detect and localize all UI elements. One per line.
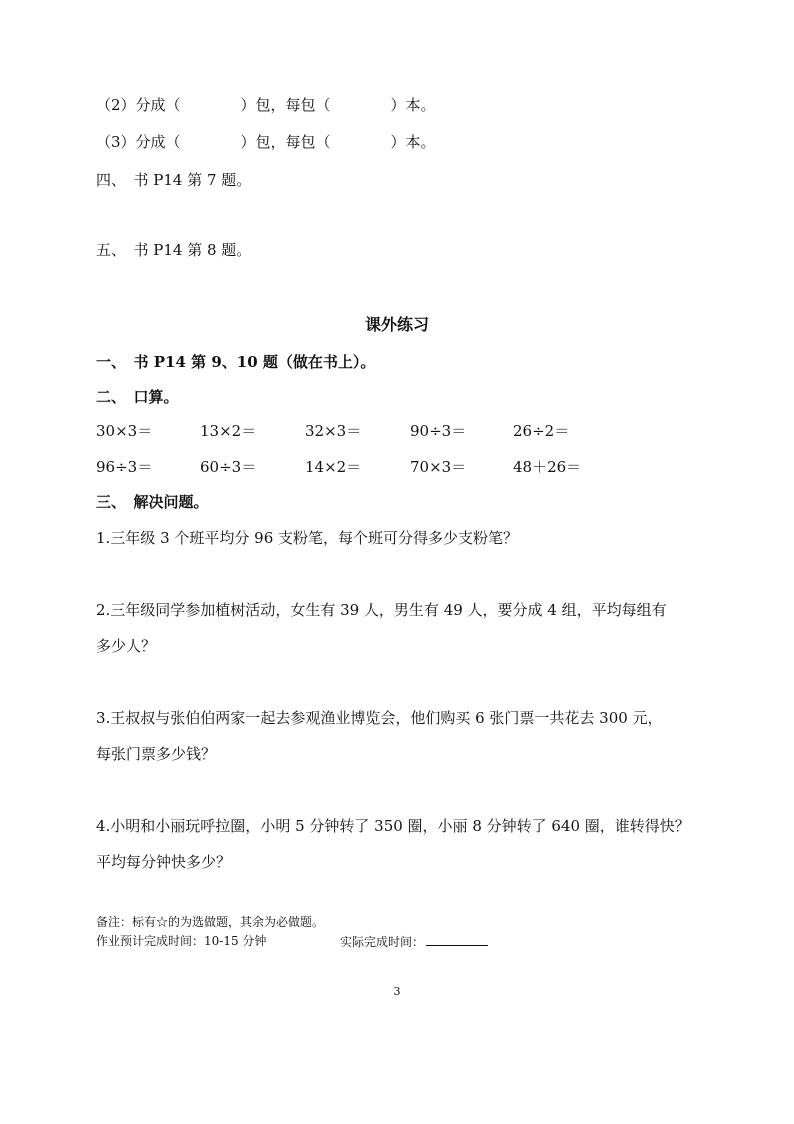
estimated-time: 作业预计完成时间：10-15 分钟 (96, 934, 267, 948)
extra-item-3: 三、 解决问题。 (96, 493, 209, 511)
actual-time-blank[interactable] (426, 933, 488, 946)
problem-2-line-2: 多少人？ (96, 637, 157, 655)
calc-item: 32×3＝ (305, 422, 362, 440)
extra-item-1: 一、 书 P14 第 9、10 题（做在书上）。 (96, 353, 376, 371)
actual-time (340, 933, 488, 950)
question-5: 五、 书 P14 第 8 题。 (96, 241, 252, 259)
calc-item: 60÷3＝ (200, 458, 257, 476)
problem-2-line-1: 2.三年级同学参加植树活动，女生有 39 人，男生有 49 人，要分成 4 组，平均每组有 (96, 601, 667, 619)
problem-3-line-1: 3.王叔叔与张伯伯两家一起去参观渔业博览会，他们购买 6 张门票一共花去 300 元， (96, 709, 663, 727)
problem-1: 1.三年级 3 个班平均分 96 支粉笔，每个班可分得多少支粉笔？ (96, 529, 519, 547)
item-3: （3）分成（ ）包，每包（ ）本。 (96, 133, 436, 151)
problem-4-line-1: 4.小明和小丽玩呼拉圈，小明 5 分钟转了 350 圈，小丽 8 分钟转了 640 圈，谁转得快？ (96, 817, 690, 835)
calc-item: 14×2＝ (305, 458, 362, 476)
calc-item: 90÷3＝ (410, 422, 467, 440)
page-number: 3 (393, 985, 401, 998)
calc-item: 13×2＝ (200, 422, 257, 440)
calc-item: 70×3＝ (410, 458, 467, 476)
calc-item: 30×3＝ (96, 422, 153, 440)
item-2: （2）分成（ ）包，每包（ ）本。 (96, 96, 436, 114)
remark: 备注：标有☆的为选做题，其余为必做题。 (96, 915, 325, 929)
problem-3-line-2: 每张门票多少钱？ (96, 745, 217, 763)
question-4: 四、 书 P14 第 7 题。 (96, 171, 252, 189)
problem-4-line-2: 平均每分钟快多少？ (96, 853, 232, 871)
extra-item-2: 二、 口算。 (96, 388, 179, 406)
section-title: 课外练习 (364, 315, 429, 334)
actual-time-label: 实际完成时间： (340, 935, 425, 949)
calc-item: 96÷3＝ (96, 458, 153, 476)
calc-item: 48＋26＝ (513, 458, 582, 476)
calc-item: 26÷2＝ (513, 422, 570, 440)
